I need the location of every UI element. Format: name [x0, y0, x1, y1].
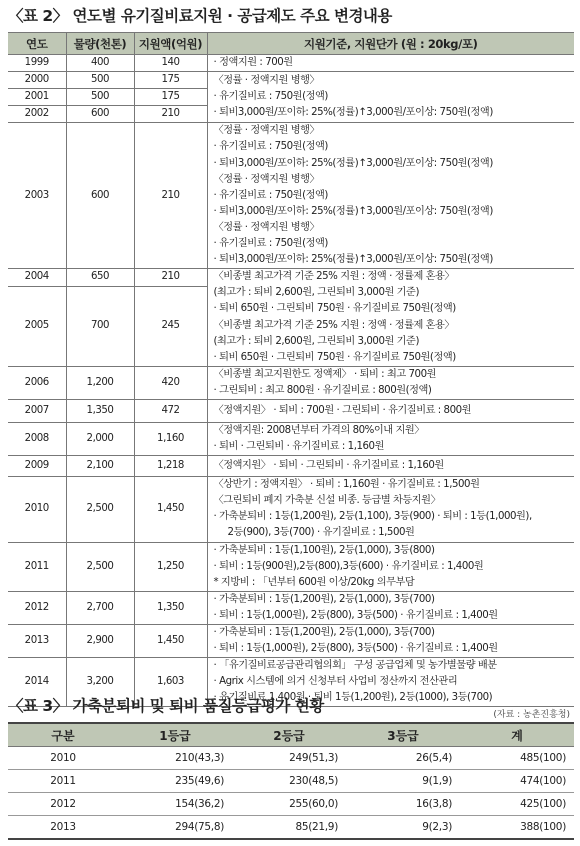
support-line: 〈상반기 : 정액지원〉 · 퇴비 : 1,160원 · 유기질비료 : 1,500원: [213, 479, 480, 491]
year-cell: 2013: [8, 816, 118, 840]
support-line: · 가축분퇴비 : 1등(1,200원), 2등(1,000), 3등(700): [213, 593, 435, 605]
year-cell: 2014: [8, 658, 66, 707]
grade1-cell: 235(49,6): [118, 770, 232, 793]
support-line: 〈정률 · 정액지원 병행〉: [213, 75, 320, 87]
support-line: · 퇴비 : 1등(900원),2등(800),3등(600) · 유기질비료 : 1,400원: [213, 560, 484, 572]
support-line: · Agrix 시스템에 의거 신청부터 사업비 정산까지 전산관리: [213, 676, 458, 688]
amount-cell: 1,250: [134, 542, 207, 591]
year-cell: 2012: [8, 591, 66, 624]
quantity-cell: 1,350: [66, 399, 134, 422]
year-cell: 2010: [8, 747, 118, 770]
support-line: · 퇴비3,000원/포이하: 25%(정률)↑3,000원/포이상: 750원(정액): [213, 157, 493, 169]
support-line: · 유기질비료 1,400원 · 퇴비 1등(1,200원), 2등(1000), 3등(700): [213, 692, 493, 704]
support-cell: [207, 366, 574, 399]
support-line: · 퇴비 : 1등(1,000원), 2등(800), 3등(500) · 유기질비료 : 1,400원: [213, 609, 498, 621]
grade1-cell: 154(36,2): [118, 793, 232, 816]
col-header-grade3: 3등급: [346, 723, 460, 747]
support-cell: [207, 72, 574, 123]
total-cell: 388(100): [460, 816, 574, 840]
year-cell: 2003: [8, 123, 66, 269]
year-cell: 2011: [8, 542, 66, 591]
table-row: [8, 366, 574, 399]
grade3-cell: 9(1,9): [346, 770, 460, 793]
year-cell: 2009: [8, 456, 66, 477]
support-changes-table: [8, 32, 574, 707]
support-cell: [207, 399, 574, 422]
quantity-cell: 600: [66, 123, 134, 269]
support-line: · 가축분퇴비 : 1등(1,100원), 2등(1,000), 3등(800): [213, 544, 435, 556]
support-line: · 유기질비료 : 750원(정액): [213, 189, 328, 201]
support-line: · 유기질비료 : 750원(정액): [213, 238, 328, 250]
support-cell: [207, 591, 574, 624]
table-row: [8, 123, 574, 269]
table-row: [8, 422, 574, 455]
quantity-cell: 600: [66, 106, 134, 123]
grade1-cell: 294(75,8): [118, 816, 232, 840]
support-line: 〈정률 · 정액지원 병행〉: [213, 173, 320, 185]
col-header-support-criteria: 지원기준, 지원단가 (원 : 20kg/포): [207, 33, 574, 55]
table-row: [8, 542, 574, 591]
col-header-category: 구분: [8, 723, 118, 747]
support-line: 〈그린퇴비 폐지 가축분 신설 비종. 등급별 차등지원〉: [213, 495, 441, 507]
grade3-cell: 16(3,8): [346, 793, 460, 816]
table-row: [8, 72, 574, 89]
year-cell: 2005: [8, 286, 66, 366]
support-line: · 「유기질비료공급관리협의회」 구성 공급업체 및 농가별물량 배분: [213, 660, 497, 672]
year-cell: 2007: [8, 399, 66, 422]
table-row: [8, 625, 574, 658]
amount-cell: 175: [134, 89, 207, 106]
total-cell: 474(100): [460, 770, 574, 793]
support-line: · 가축분퇴비 : 1등(1,200원), 2등(1,100), 3등(900) · 퇴비 : 1등(1,000원),: [213, 511, 532, 523]
quantity-cell: 2,700: [66, 591, 134, 624]
support-line: · 퇴비3,000원/포이하: 25%(정률)↑3,000원/포이상: 750원(정액): [213, 254, 493, 266]
table-row: [8, 477, 574, 542]
total-cell: 425(100): [460, 793, 574, 816]
table-row: [8, 770, 574, 793]
amount-cell: 210: [134, 269, 207, 287]
support-line: · 퇴비 650원 · 그린퇴비 750원 · 유기질비료 750원(정액): [213, 303, 456, 315]
table-row: [8, 591, 574, 624]
grade3-cell: 26(5,4): [346, 747, 460, 770]
amount-cell: 1,450: [134, 477, 207, 542]
grade2-cell: 230(48,5): [232, 770, 346, 793]
grade3-cell: 9(2,3): [346, 816, 460, 840]
table3-title: 〈표 3〉 가축분퇴비 및 퇴비 품질등급평가 현황: [8, 697, 324, 715]
table-row: [8, 456, 574, 477]
table3-source: (자료 : 농촌진흥청): [493, 710, 570, 720]
col-header-amount: 지원액(억원): [134, 33, 207, 55]
col-header-grade2: 2등급: [232, 723, 346, 747]
amount-cell: 1,160: [134, 422, 207, 455]
quantity-cell: 2,900: [66, 625, 134, 658]
year-cell: 2001: [8, 89, 66, 106]
support-cell: [207, 625, 574, 658]
amount-cell: 1,450: [134, 625, 207, 658]
support-line: · 퇴비3,000원/포이하: 25%(정률)↑3,000원/포이상: 750원(정액): [213, 205, 493, 217]
support-line: 〈정액지원: 2008년부터 가격의 80%이내 지원〉: [213, 424, 425, 436]
year-cell: 2002: [8, 106, 66, 123]
quantity-cell: 2,500: [66, 542, 134, 591]
quantity-cell: 650: [66, 269, 134, 287]
year-cell: 2008: [8, 422, 66, 455]
support-line: 〈비종별 최고가격 기준 25% 지원 : 정액 · 정률제 혼용〉: [213, 271, 455, 283]
table-row: [8, 747, 574, 770]
quantity-cell: 500: [66, 89, 134, 106]
support-line: 〈정액지원〉 · 퇴비 : 700원 · 그린퇴비 · 유기질비료 : 800원: [213, 404, 472, 416]
amount-cell: 175: [134, 72, 207, 89]
support-cell: [207, 55, 574, 72]
support-cell: [207, 269, 574, 367]
year-cell: 2006: [8, 366, 66, 399]
grade2-cell: 85(21,9): [232, 816, 346, 840]
grade2-cell: 255(60,0): [232, 793, 346, 816]
amount-cell: 210: [134, 123, 207, 269]
quantity-cell: 500: [66, 72, 134, 89]
year-cell: 2012: [8, 793, 118, 816]
support-line: · 정액지원 : 700원: [213, 57, 293, 68]
support-line: · 퇴비 650원 · 그린퇴비 750원 · 유기질비료 750원(정액): [213, 351, 456, 363]
col-header-quantity: 물량(천톤): [66, 33, 134, 55]
table-header-row: [8, 33, 574, 55]
col-header-total: 계: [460, 723, 574, 747]
grade2-cell: 249(51,3): [232, 747, 346, 770]
support-line: · 그린퇴비 : 최고 800원 · 유기질비료 : 800원(정액): [213, 384, 432, 396]
table-row: [8, 269, 574, 287]
support-line: · 가축분퇴비 : 1등(1,200원), 2등(1,000), 3등(700): [213, 627, 435, 638]
support-cell: [207, 123, 574, 269]
amount-cell: 140: [134, 55, 207, 72]
quantity-cell: 2,100: [66, 456, 134, 477]
quantity-cell: 2,500: [66, 477, 134, 542]
support-cell: [207, 542, 574, 591]
quantity-cell: 400: [66, 55, 134, 72]
quantity-cell: 2,000: [66, 422, 134, 455]
amount-cell: 1,350: [134, 591, 207, 624]
support-line: · 퇴비3,000원/포이하: 25%(정률)↑3,000원/포이상: 750원(정액): [213, 107, 493, 119]
total-cell: 485(100): [460, 747, 574, 770]
support-line: 〈정률 · 정액지원 병행〉: [213, 221, 320, 233]
support-line: 〈비종별 최고가격 기준 25% 지원 : 정액 · 정률제 혼용〉: [213, 319, 455, 331]
quantity-cell: 1,200: [66, 366, 134, 399]
support-line: · 유기질비료 : 750원(정액): [213, 141, 328, 153]
table2-title: 〈표 2〉 연도별 유기질비료지원 · 공급제도 주요 변경내용: [8, 7, 392, 25]
support-cell: [207, 456, 574, 477]
amount-cell: 472: [134, 399, 207, 422]
year-cell: 2010: [8, 477, 66, 542]
year-cell: 2004: [8, 269, 66, 287]
support-line: · 유기질비료 : 750원(정액): [213, 91, 328, 103]
col-header-grade1: 1등급: [118, 723, 232, 747]
support-cell: [207, 422, 574, 455]
quality-grade-table: [8, 722, 574, 840]
grade1-cell: 210(43,3): [118, 747, 232, 770]
quantity-cell: 700: [66, 286, 134, 366]
table-row: [8, 793, 574, 816]
year-cell: 2011: [8, 770, 118, 793]
amount-cell: 210: [134, 106, 207, 123]
support-line: · 퇴비 : 1등(1,000원), 2등(800), 3등(500) · 유기질비료 : 1,400원: [213, 643, 498, 655]
support-cell: [207, 477, 574, 542]
table-row: [8, 399, 574, 422]
year-cell: 2013: [8, 625, 66, 658]
support-line: · 퇴비 · 그린퇴비 · 유기질비료 : 1,160원: [213, 441, 384, 453]
support-line: 〈정률 · 정액지원 병행〉: [213, 125, 320, 137]
support-line: 〈비종별 최고지원한도 정액제〉 · 퇴비 : 최고 700원: [213, 368, 437, 380]
year-cell: 2000: [8, 72, 66, 89]
table-row: [8, 816, 574, 840]
table-row: [8, 55, 574, 72]
amount-cell: 1,218: [134, 456, 207, 477]
support-line: * 지방비 : 「년부터 600원 이상/20kg 의무부담: [213, 576, 415, 588]
amount-cell: 420: [134, 366, 207, 399]
amount-cell: 245: [134, 286, 207, 366]
support-line: 〈정액지원〉 · 퇴비 · 그린퇴비 · 유기질비료 : 1,160원: [213, 460, 444, 472]
support-line: 2등(900), 3등(700) · 유기질비료 : 1,500원: [227, 527, 415, 539]
support-line: (최고가 : 퇴비 2,600원, 그린퇴비 3,000원 기준): [213, 287, 419, 299]
amount-cell: 1,603: [134, 658, 207, 707]
year-cell: 1999: [8, 55, 66, 72]
quantity-cell: 3,200: [66, 658, 134, 707]
col-header-year: 연도: [8, 33, 66, 55]
support-line: (최고가 : 퇴비 2,600원, 그린퇴비 3,000원 기준): [213, 335, 419, 347]
table-header-row: [8, 723, 574, 747]
